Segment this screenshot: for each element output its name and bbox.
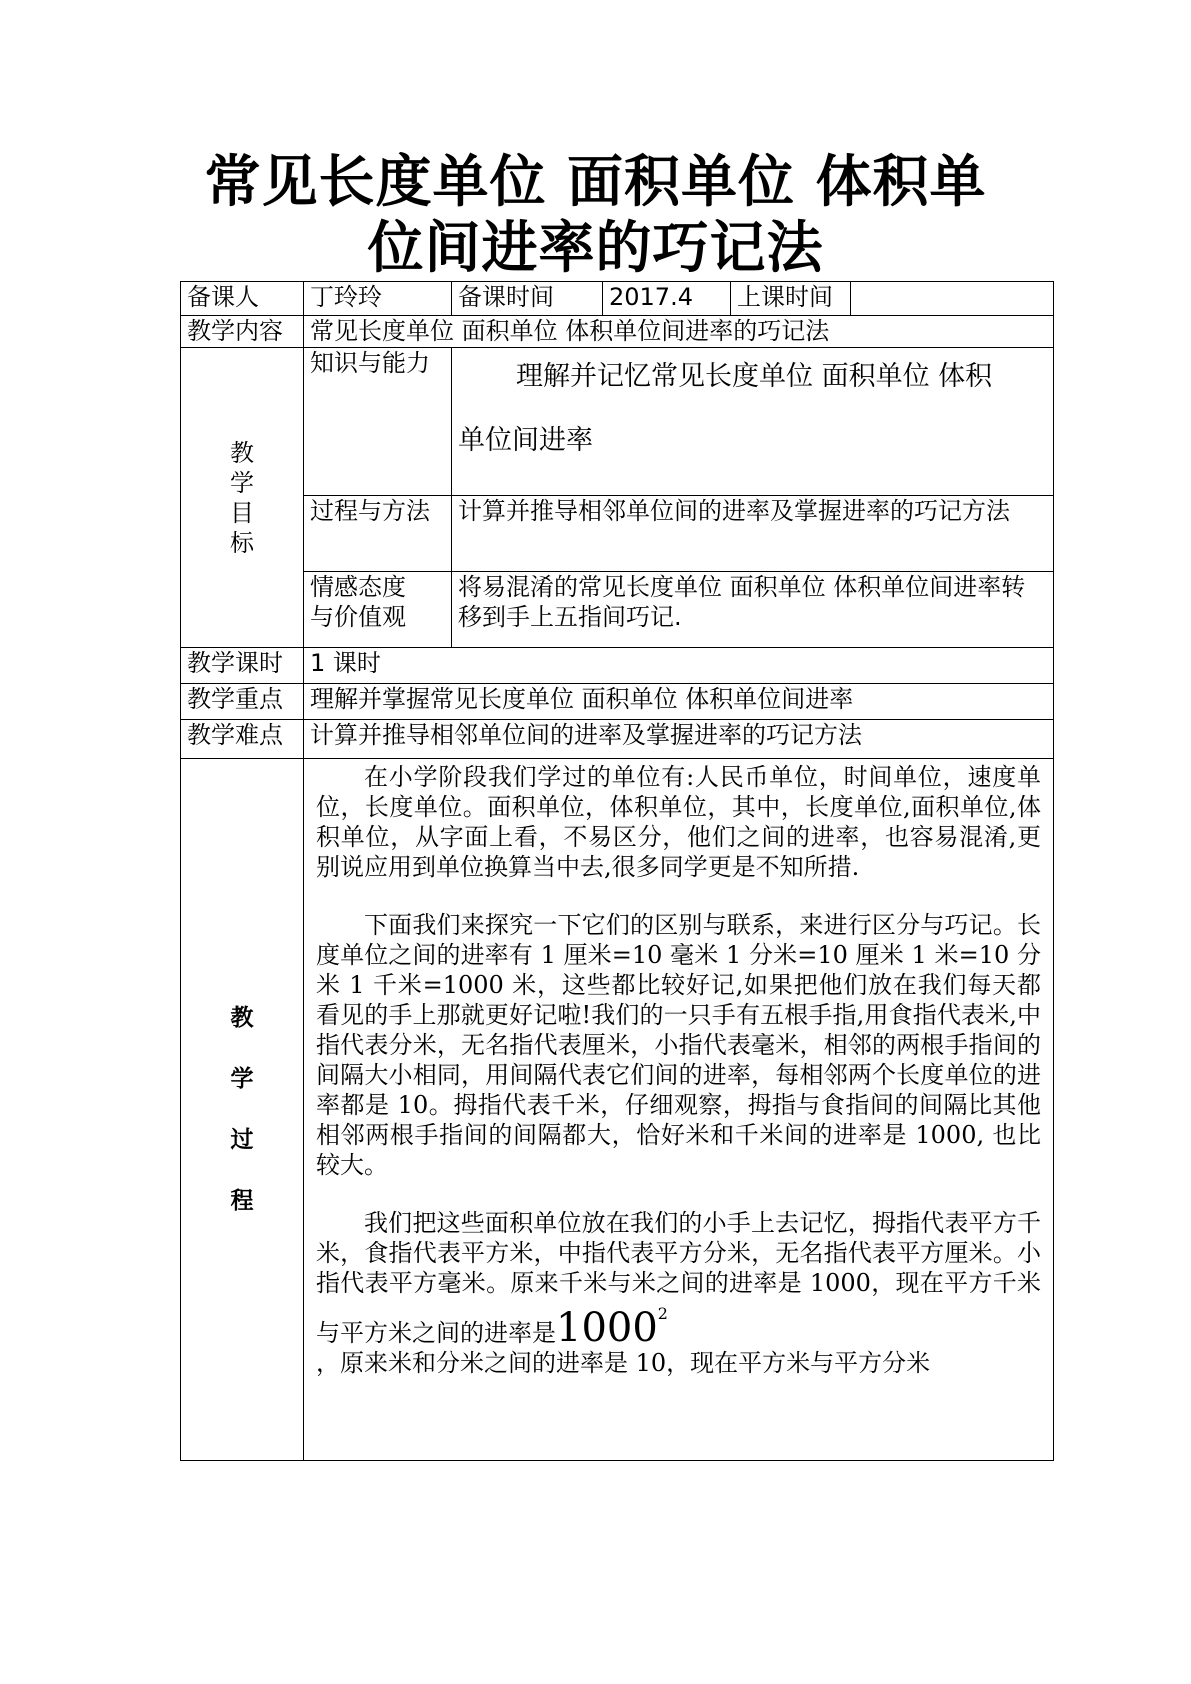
- objectives-label-char: 目: [230, 498, 254, 527]
- power-exponent: 2: [657, 1304, 668, 1323]
- power-expression: [556, 1305, 668, 1351]
- objective-knowledge-value: [452, 348, 1054, 496]
- hours-label: 教学课时: [181, 648, 304, 684]
- content-row: [181, 316, 1054, 348]
- objective-process-value: 计算并推导相邻单位间的进率及掌握进率的巧记方法: [452, 496, 1054, 572]
- objective-row-knowledge: [181, 348, 1054, 496]
- process-label: [181, 759, 304, 1461]
- prep-time-value: 2017.4: [603, 282, 731, 316]
- hours-value: 1 课时: [304, 648, 1054, 684]
- preparer-label: 备课人: [181, 282, 304, 316]
- process-label-char: 教: [230, 1004, 254, 1031]
- objectives-label-char: 教: [230, 438, 254, 467]
- page-title-line-1: 常见长度单位 面积单位 体积单: [204, 150, 987, 215]
- difficulty-value: 计算并推导相邻单位间的进率及掌握进率的巧记方法: [304, 720, 1054, 759]
- objective-process-label: 过程与方法: [304, 496, 452, 572]
- objective-attitude-label: [304, 572, 452, 648]
- key-point-row: [181, 684, 1054, 720]
- class-time-value: [851, 282, 1054, 316]
- objective-attitude-label-line-2: 与价值观: [310, 603, 406, 631]
- page-title: [0, 150, 1191, 282]
- key-point-value: 理解并掌握常见长度单位 面积单位 体积单位间进率: [304, 684, 1054, 720]
- content-label: 教学内容: [181, 316, 304, 348]
- difficulty-label: 教学难点: [181, 720, 304, 759]
- objectives-label: [181, 348, 304, 648]
- process-label-char: 学: [230, 1065, 254, 1092]
- class-time-label: 上课时间: [731, 282, 851, 316]
- content-value: 常见长度单位 面积单位 体积单位间进率的巧记法: [304, 316, 1054, 348]
- objectives-label-char: 标: [230, 528, 254, 557]
- hours-row: [181, 648, 1054, 684]
- process-paragraph-1: 在小学阶段我们学过的单位有:人民币单位，时间单位，速度单位，长度单位。面积单位，体积单位，其中，长度单位,面积单位,体积单位，从字面上看，不易区分，他们之间的进率，也容易混淆,更别说应用到单位换算当中去,很多同学更是不知所措.: [316, 763, 1041, 881]
- objective-attitude-label-line-1: 情感态度: [310, 573, 406, 601]
- objective-row-process: [181, 496, 1054, 572]
- key-point-label: 教学重点: [181, 684, 304, 720]
- process-paragraph-3: [316, 1208, 1041, 1378]
- objective-knowledge-label: 知识与能力: [304, 348, 452, 496]
- process-paragraph-3-text: 我们把这些面积单位放在我们的小手上去记忆，拇指代表平方千米，食指代表平方米，中指代表平方分米，无名指代表平方厘米。小指代表平方毫米。原来千米与米之间的进率是 1000，现在平方千米与平方米之间的进率是: [316, 1209, 1041, 1347]
- header-row: [181, 282, 1054, 316]
- page-title-line-2: 位间进率的巧记法: [367, 216, 824, 281]
- objective-knowledge-line-2: 单位间进率: [458, 425, 593, 456]
- objective-row-attitude: [181, 572, 1054, 648]
- objective-knowledge-line-1: 理解并记忆常见长度单位 面积单位 体积: [516, 361, 993, 392]
- power-base: 1000: [556, 1305, 658, 1351]
- objective-attitude-value: 将易混淆的常见长度单位 面积单位 体积单位间进率转移到手上五指间巧记.: [452, 572, 1054, 648]
- preparer-value: 丁玲玲: [304, 282, 452, 316]
- process-paragraph-2: 下面我们来探究一下它们的区别与联系，来进行区分与巧记。长度单位之间的进率有 1 厘米=10 毫米 1 分米=10 厘米 1 米=10 分米 1 千米=1000 米，这些都比较好记,如果把他们放在我们每天都看见的手上那就更好记啦!我们的一只手有五根手指,用食指代表米,中指代表分米，无名指代表厘米，小指代表毫米，相邻的两根手指间的间隔大小相同，用间隔代表它们间的进率，每相邻两个长度单位的进率都是 10。拇指代表千米，仔细观察，拇指与食指间的间隔比其他相邻两根手指间的间隔都大，恰好米和千米间的进率是 1000, 也比较大。: [316, 911, 1041, 1179]
- objectives-label-char: 学: [230, 468, 254, 497]
- process-paragraph-3-tail: ，原来米和分米之间的进率是 10，现在平方米与平方分米: [316, 1349, 931, 1377]
- prep-time-label: 备课时间: [452, 282, 603, 316]
- process-row: [181, 759, 1054, 1461]
- lesson-plan-table: [180, 281, 1054, 1461]
- process-label-char: 程: [230, 1187, 254, 1214]
- difficulty-row: [181, 720, 1054, 759]
- process-label-char: 过: [230, 1126, 254, 1153]
- process-content: [304, 759, 1054, 1461]
